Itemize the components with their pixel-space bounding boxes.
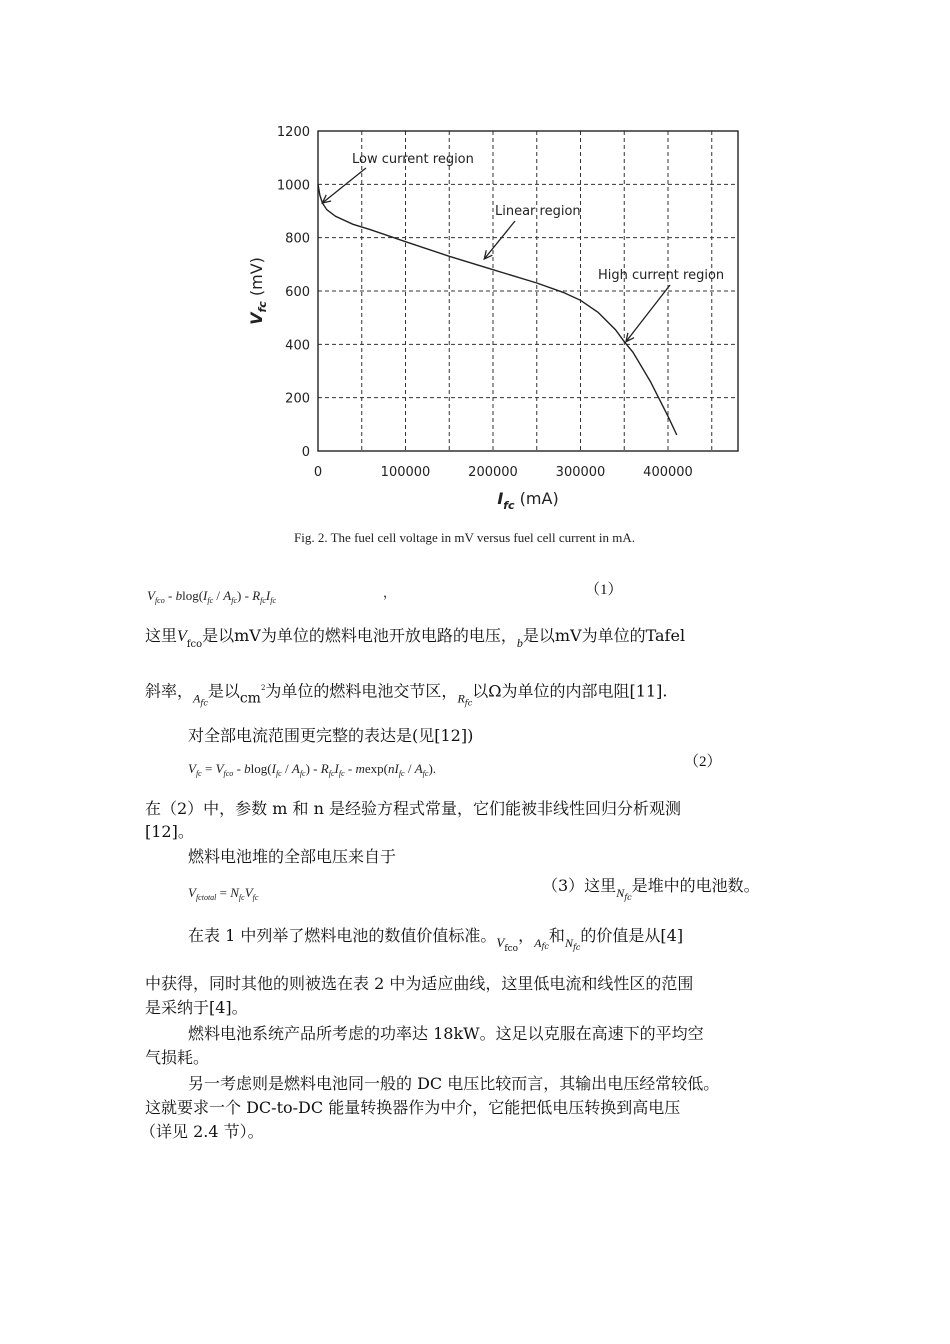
equation-3-note: （3）这里$_{Nfc}$是堆中的电池数。 (542, 876, 760, 902)
paragraph-7-line-2: 是采纳于[4]。 (145, 998, 248, 1017)
figure (230, 110, 750, 554)
paragraph-9-line-1: 另一考虑则是燃料电池同一般的 DC 电压比较而言，其输出电压经常较低。 (188, 1074, 720, 1093)
y-tick-label: 0 (301, 445, 310, 460)
chart-grid (318, 131, 738, 451)
annotation-arrow (626, 285, 670, 342)
x-tick-label: 0 (313, 465, 323, 480)
x-tick-label: 300000 (555, 465, 606, 480)
annotations (322, 152, 724, 342)
paragraph-2: 斜率，$_{Afc}$是以$_{cm}^2$为单位的燃料电池交节区，$_{Rfc}$以Ω为单位的内部电阻[11]. (145, 681, 668, 708)
x-tick-label: 100000 (380, 465, 431, 480)
annotation-arrow (322, 168, 366, 203)
paragraph-8-line-1: 燃料电池系统产品所考虑的功率达 18kW。这足以克服在高速下的平均空 (188, 1024, 704, 1043)
paragraph-3: 对全部电流范围更完整的表达是(见[12]) (188, 726, 474, 745)
annotation-label: High current region (598, 268, 725, 283)
paragraph-9-line-2: 这就要求一个 DC-to-DC 能量转换器作为中介，它能把低电压转换到高电压 (145, 1098, 681, 1117)
y-tick-label: 600 (285, 285, 310, 300)
annotation-label: Linear region (495, 204, 581, 219)
x-axis-label: $I_{fc}$ (mA) (497, 489, 559, 512)
y-tick-label: 800 (285, 231, 310, 247)
paragraph-9-line-3: （详见 2.4 节）。 (140, 1122, 264, 1141)
equation-1: $V_{fco} - blog(I_{fc} / A_{fc}) - R_{fc}I_{fc}$ (147, 588, 277, 605)
y-tick-label: 400 (285, 338, 310, 354)
paragraph-5: 燃料电池堆的全部电压来自于 (188, 847, 397, 866)
tick-labels (277, 125, 693, 480)
y-tick-label: 1000 (276, 178, 310, 194)
equation-2-number: （2） (684, 754, 722, 770)
paragraph-4-line-2: [12]。 (145, 822, 194, 841)
equation-1-number: （1） (585, 582, 623, 598)
paragraph-8-line-2: 气损耗。 (145, 1048, 210, 1067)
annotation-arrow (484, 221, 515, 259)
annotation-label: Low current region (352, 152, 474, 167)
equation-1-comma: ， (383, 585, 397, 600)
y-tick-label: 200 (285, 391, 310, 407)
y-axis-label: $V_{fc}$ (mV) (247, 257, 269, 325)
figure-caption: Fig. 2. The fuel cell voltage in mV versus fuel cell current in mA. (294, 530, 636, 545)
equation-2: $V_{fc} = V_{fco} - blog(I_{fc} / A_{fc}) - R_{fc}I_{fc} - mexp(nI_{fc} / A_{fc})$. (188, 761, 437, 778)
paragraph-7-line-1: 中获得，同时其他的则被选在表 2 中为适应曲线，这里低电流和线性区的范围 (145, 974, 694, 993)
fuel-cell-chart (230, 110, 750, 550)
equation-3: $V_{fctotal} = N_{fc}V_{fc}$ (188, 885, 259, 902)
paragraph-1: 这里$V_{fco}$是以mV为单位的燃料电池开放电路的电压，$_b$是以mV为单位的Tafel (145, 626, 686, 650)
paragraph-4-line-1: 在（2）中，参数 m 和 n 是经验方程式常量，它们能被非线性回归分析观测 (145, 799, 682, 818)
x-tick-label: 400000 (643, 465, 693, 480)
y-tick-label: 1200 (276, 125, 310, 140)
paragraph-6: 在表 1 中列举了燃料电池的数值价值标准。$_{Vfco}$，$_{Afc}$和$_{Nfc}$的价值是从[4] (188, 926, 684, 954)
x-tick-label: 200000 (468, 465, 518, 480)
